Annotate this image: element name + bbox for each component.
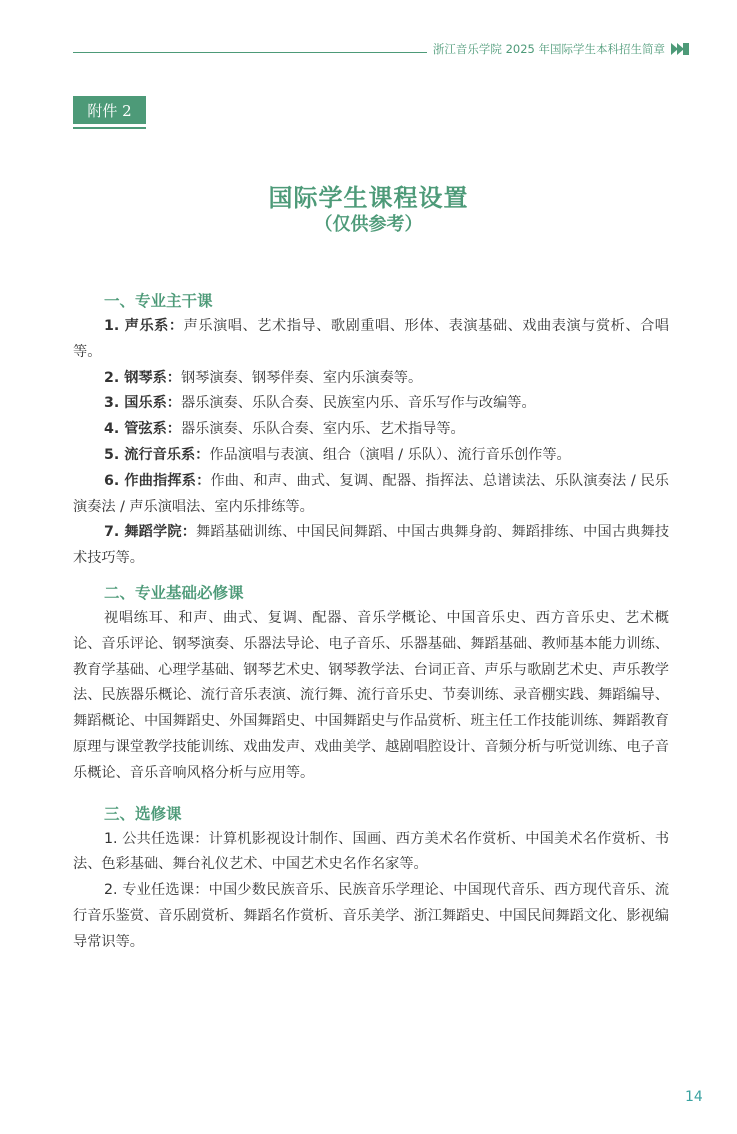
department-label: 7. 舞蹈学院：: [104, 524, 197, 541]
annex-underline: [73, 127, 146, 129]
page-title: 国际学生课程设置: [268, 183, 469, 212]
department-label: 4. 管弦系：: [104, 421, 181, 438]
course-item: [73, 469, 669, 521]
header-rule: [73, 52, 427, 53]
course-list: 中国少数民族音乐、民族音乐学理论、中国现代音乐、西方现代音乐、流行音乐鉴赏、音乐剧赏析、舞蹈名作赏析、音乐美学、浙江舞蹈史、中国民间舞蹈文化、影视编导常识等。: [73, 882, 670, 950]
course-list: 视唱练耳、和声、曲式、复调、配器、音乐学概论、中国音乐史、西方音乐史、艺术概论、音乐评论、钢琴演奏、乐器法导论、电子音乐、乐器基础、舞蹈基础、教师基本能力训练、教育学基础、心理学基础、钢琴艺术史、钢琴教学法、台词正音、声乐与歌剧艺术史、声乐教学法、民族器乐概论、流行音乐表演、流行舞、流行音乐史、节奏训练、录音棚实践、舞蹈编导、舞蹈概论、中国舞蹈史、外国舞蹈史、中国舞蹈史与作品赏析、班主任工作技能训练、舞蹈教育原理与课堂教学技能训练、戏曲发声、戏曲美学、越剧唱腔设计、音频分析与听觉训练、电子音乐概论、音乐音响风格分析与应用等。: [73, 609, 669, 781]
department-label: 6. 作曲指挥系：: [104, 472, 211, 489]
course-list: 器乐演奏、乐队合奏、民族室内乐、音乐写作与改编等。: [180, 395, 536, 412]
course-list: 作品演唱与表演、组合（演唱 / 乐队）、流行音乐创作等。: [209, 446, 571, 463]
department-label: 1. 声乐系：: [104, 318, 184, 334]
page-subtitle: （仅供参考）: [314, 214, 423, 235]
course-item: [73, 827, 669, 879]
course-list: 舞蹈基础训练、中国民间舞蹈、中国古典舞身韵、舞蹈排练、中国古典舞技术技巧等。: [73, 524, 670, 567]
page-header: [73, 38, 689, 56]
header-title: 浙江音乐学院 2025 年国际学生本科招生简章: [432, 42, 665, 56]
double-chevron-right-icon: [671, 43, 689, 55]
course-content: [73, 288, 669, 956]
course-item: [73, 366, 669, 392]
department-label: 2. 钢琴系：: [104, 369, 181, 386]
course-list: 计算机影视设计制作、国画、西方美术名作赏析、中国美术名作赏析、书法、色彩基础、舞台礼仪艺术、中国艺术史名作名家等。: [73, 830, 670, 873]
annex-badge: 附件 2: [73, 96, 146, 124]
section-heading-electives: 三、选修课: [104, 804, 182, 823]
section-heading-core: 一、专业主干课: [104, 292, 213, 310]
course-list: 作曲、和声、曲式、复调、配器、指挥法、总谱读法、乐队演奏法 / 民乐演奏法 / 声乐演唱法、室内乐排练等。: [73, 472, 669, 515]
department-label: 3. 国乐系：: [104, 395, 181, 412]
course-list: 器乐演奏、乐队合奏、室内乐、艺术指导等。: [180, 421, 465, 438]
course-item: [73, 417, 669, 443]
course-item: [73, 443, 669, 469]
elective-label: 1. 公共任选课：: [104, 830, 209, 847]
section-heading-foundation: 二、专业基础必修课: [104, 583, 244, 602]
course-list: 声乐演唱、艺术指导、歌剧重唱、形体、表演基础、戏曲表演与赏析、合唱等。: [73, 318, 669, 360]
elective-label: 2. 专业任选课：: [104, 882, 209, 899]
course-item: [73, 314, 669, 366]
department-label: 5. 流行音乐系：: [104, 446, 210, 463]
course-item: [73, 520, 669, 572]
course-list: 钢琴演奏、钢琴伴奏、室内乐演奏等。: [180, 369, 423, 386]
course-item: [73, 878, 669, 955]
page-number: 14: [685, 1089, 703, 1105]
course-item: [73, 391, 669, 417]
